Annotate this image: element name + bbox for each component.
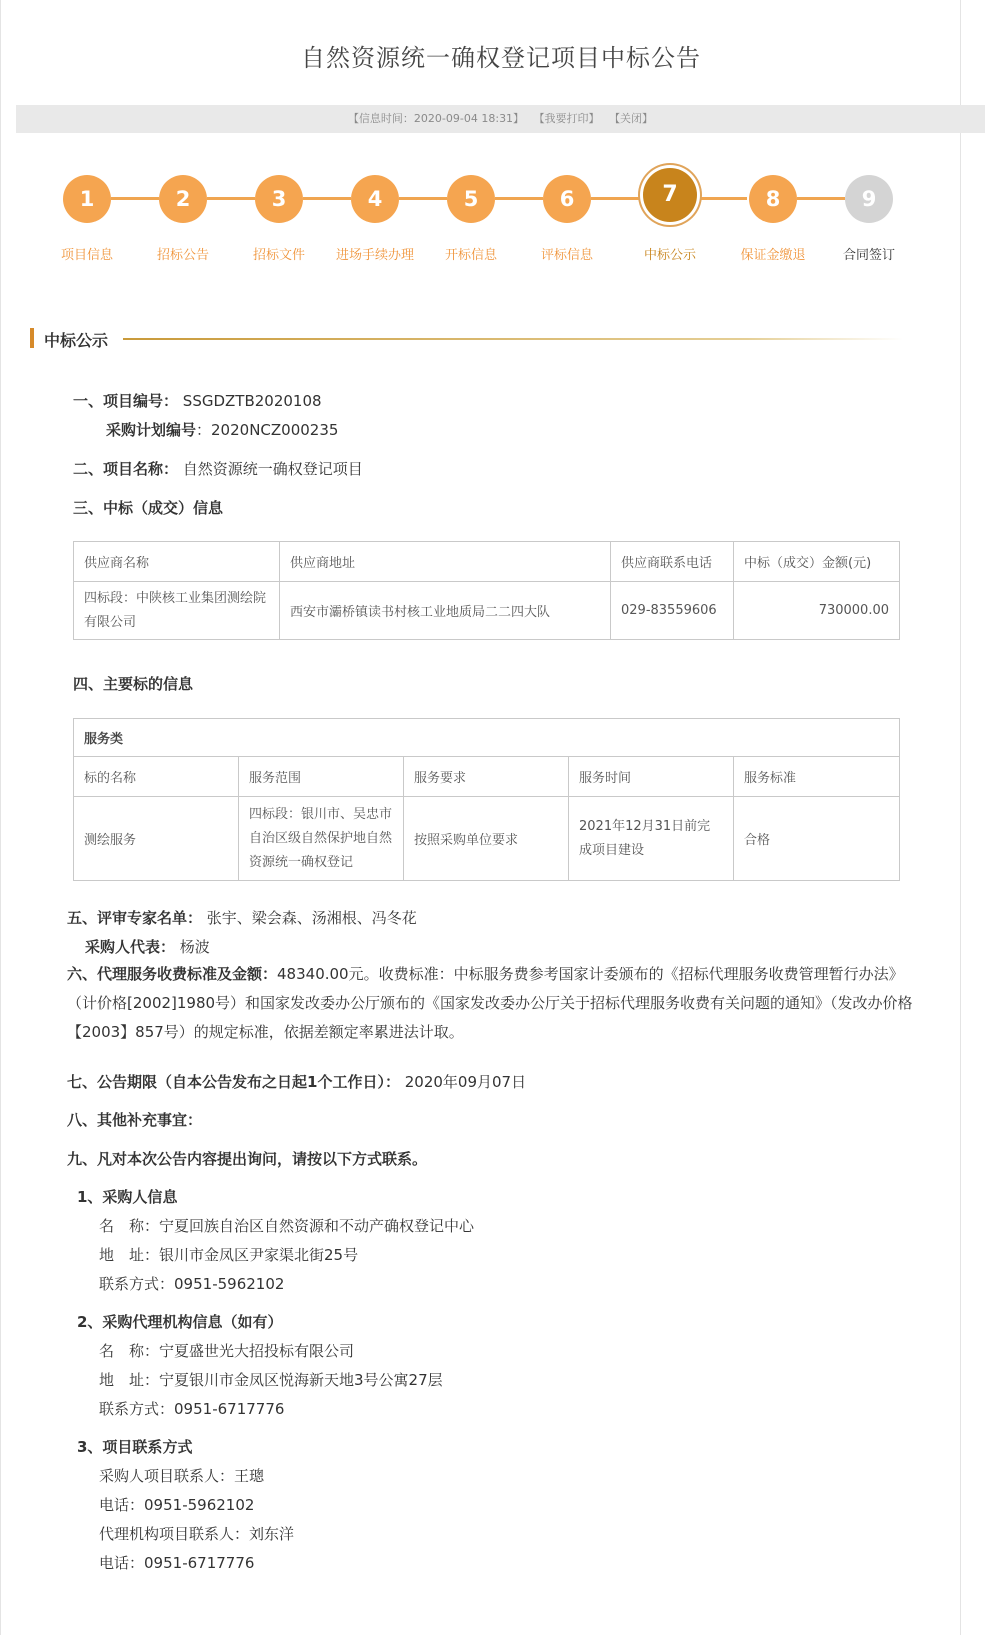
subject-name: 测绘服务 [74, 797, 239, 881]
column-header: 服务时间 [569, 757, 734, 797]
step-connector [797, 197, 845, 200]
table-category-row [74, 719, 900, 757]
fee-text: 48340.00元。收费标准：中标服务费参考国家计委颁布的《招标代理服务收费管理暂行办法》（计价格[2002]1980号）和国家发改委办公厅颁布的《国家发改委办公厅关于招标代理服务收费有关问题的通知》（发改办价格【2003】857号）的规定标准，依据差额定率累进法计取。 [67, 965, 913, 1041]
step-label[interactable]: 开标信息 [444, 248, 497, 263]
info-bar [16, 105, 985, 133]
step-2[interactable]: 2 [159, 175, 207, 223]
info-time: 【信息时间：2020-09-04 18:31】 [347, 112, 525, 125]
step-8[interactable]: 8 [749, 175, 797, 223]
section-title: 中标公示 [44, 331, 109, 350]
label: 地 址： [99, 1371, 160, 1389]
column-header: 中标（成交）金额(元) [734, 542, 900, 582]
supplier-address: 西安市灞桥镇读书村核工业地质局二二四大队 [280, 582, 611, 640]
label: 联系方式： [99, 1400, 175, 1418]
step-connector [111, 197, 159, 200]
column-header: 服务标准 [734, 757, 900, 797]
agency-name: 宁夏盛世光大招投标有限公司 [159, 1342, 355, 1360]
step-4[interactable]: 4 [351, 175, 399, 223]
project-name: 自然资源统一确权登记项目 [182, 460, 363, 478]
buyer-contact-phone: 0951-5962102 [144, 1496, 255, 1514]
column-header: 服务要求 [404, 757, 569, 797]
contact-intro-row [67, 1148, 427, 1169]
page-title: 自然资源统一确权登记项目中标公告 [301, 44, 701, 72]
step-label[interactable]: 招标文件 [252, 248, 305, 263]
step-label[interactable]: 合同签订 [842, 248, 895, 263]
subject-table [73, 718, 900, 881]
buyer-phone: 0951-5962102 [174, 1275, 285, 1293]
step-7[interactable]: 7 [643, 168, 697, 222]
label: 采购人代表： [85, 938, 176, 956]
agency-phone-row [99, 1398, 284, 1419]
buyer-address-row [99, 1244, 358, 1265]
label: 八、其他补充事宜： [67, 1111, 203, 1129]
step-label[interactable]: 招标公告 [156, 248, 209, 263]
label: 二、项目名称： [73, 460, 179, 478]
table-header-row [74, 542, 900, 582]
label: 联系方式： [99, 1275, 175, 1293]
agency-name-row [99, 1340, 354, 1361]
column-header: 供应商名称 [74, 542, 280, 582]
column-header: 服务范围 [239, 757, 404, 797]
label: 四、主要标的信息 [73, 675, 194, 693]
label: 1、采购人信息 [77, 1188, 178, 1206]
step-connector [207, 197, 255, 200]
column-header: 供应商地址 [280, 542, 611, 582]
buyer-contact-row [99, 1465, 264, 1486]
buyer-rep-row [85, 936, 210, 957]
label: 3、项目联系方式 [77, 1438, 193, 1456]
other-matters-row [67, 1109, 202, 1130]
right-border [960, 0, 961, 1635]
step-connector [591, 197, 639, 200]
buyer-info-heading [77, 1186, 177, 1207]
step-label[interactable]: 评标信息 [540, 248, 593, 263]
step-5[interactable]: 5 [447, 175, 495, 223]
table-row [74, 797, 900, 881]
agency-contact-phone: 0951-6717776 [144, 1554, 255, 1572]
table-row [74, 582, 900, 640]
label: 电话： [99, 1496, 145, 1514]
label: 代理机构项目联系人： [99, 1525, 250, 1543]
step-connector [495, 197, 543, 200]
step-label[interactable]: 保证金缴退 [740, 248, 806, 263]
service-scope: 四标段：银川市、吴忠市自治区级自然保护地自然资源统一确权登记 [239, 797, 404, 881]
step-connector [303, 197, 351, 200]
award-info-heading [73, 497, 223, 518]
label: 地 址： [99, 1246, 160, 1264]
label: 九、凡对本次公告内容提出询问，请按以下方式联系。 [67, 1150, 428, 1168]
step-3[interactable]: 3 [255, 175, 303, 223]
notice-period-row [67, 1071, 526, 1092]
label: 名 称： [99, 1217, 160, 1235]
label: 三、中标（成交）信息 [73, 499, 224, 517]
buyer-address: 银川市金凤区尹家渠北街25号 [159, 1246, 359, 1264]
label: 2、采购代理机构信息（如有） [77, 1313, 283, 1331]
service-time: 2021年12月31日前完成项目建设 [569, 797, 734, 881]
label: 电话： [99, 1554, 145, 1572]
left-border [0, 0, 1, 1635]
agency-contact-row [99, 1523, 294, 1544]
experts-row [67, 907, 417, 928]
project-number-row [73, 390, 322, 411]
supplier-phone: 029-83559606 [611, 582, 734, 640]
label: 采购人项目联系人： [99, 1467, 235, 1485]
buyer-contact-phone-row [99, 1494, 254, 1515]
service-requirement: 按照采购单位要求 [404, 797, 569, 881]
agency-info-heading [77, 1311, 282, 1332]
label: 采购计划编号 [106, 421, 197, 439]
print-link[interactable]: 【我要打印】 [533, 112, 600, 125]
label: 五、评审专家名单： [67, 909, 203, 927]
expert-list: 张宇、梁会森、汤湘根、冯冬花 [206, 909, 417, 927]
close-link[interactable]: 【关闭】 [609, 112, 654, 125]
fee-paragraph [67, 960, 917, 1047]
label: 名 称： [99, 1342, 160, 1360]
category-label: 服务类 [74, 719, 900, 757]
step-label[interactable]: 中标公示 [643, 248, 696, 263]
label: 七、公告期限（自本公告发布之日起1个工作日）： [67, 1073, 400, 1091]
agency-address: 宁夏银川市金凤区悦海新天地3号公寓27层 [159, 1371, 443, 1389]
label: 一、项目编号： [73, 392, 179, 410]
table-header-row [74, 757, 900, 797]
notice-date: 2020年09月07日 [404, 1073, 527, 1091]
project-number: SSGDZTB2020108 [182, 392, 322, 410]
agency-address-row [99, 1369, 443, 1390]
agency-contact-phone-row [99, 1552, 254, 1573]
step-label[interactable]: 进场手续办理 [335, 248, 414, 263]
label: 六、代理服务收费标准及金额： [67, 965, 278, 983]
column-header: 标的名称 [74, 757, 239, 797]
plan-number-row [106, 419, 338, 440]
agency-contact: 刘东洋 [249, 1525, 295, 1543]
section-divider [123, 338, 903, 340]
column-header: 供应商联系电话 [611, 542, 734, 582]
step-connector [399, 197, 447, 200]
agency-phone: 0951-6717776 [174, 1400, 285, 1418]
section-marker [30, 328, 34, 348]
section-heading [30, 326, 900, 352]
plan-number: ：2020NCZ000235 [196, 421, 339, 439]
supplier-name: 四标段：中陕核工业集团测绘院有限公司 [74, 582, 280, 640]
step-1[interactable]: 1 [63, 175, 111, 223]
main-subject-heading [73, 673, 193, 694]
service-standard: 合格 [734, 797, 900, 881]
step-label[interactable]: 项目信息 [60, 248, 113, 263]
project-contact-heading [77, 1436, 192, 1457]
step-connector [699, 197, 747, 200]
project-name-row [73, 458, 363, 479]
buyer-contact: 王璁 [234, 1467, 265, 1485]
buyer-name-row [99, 1215, 474, 1236]
buyer-rep: 杨波 [179, 938, 210, 956]
buyer-phone-row [99, 1273, 284, 1294]
award-amount: 730000.00 [734, 582, 900, 640]
step-6[interactable]: 6 [543, 175, 591, 223]
buyer-name: 宁夏回族自治区自然资源和不动产确权登记中心 [159, 1217, 475, 1235]
step-9[interactable]: 9 [845, 175, 893, 223]
award-table [73, 541, 900, 640]
